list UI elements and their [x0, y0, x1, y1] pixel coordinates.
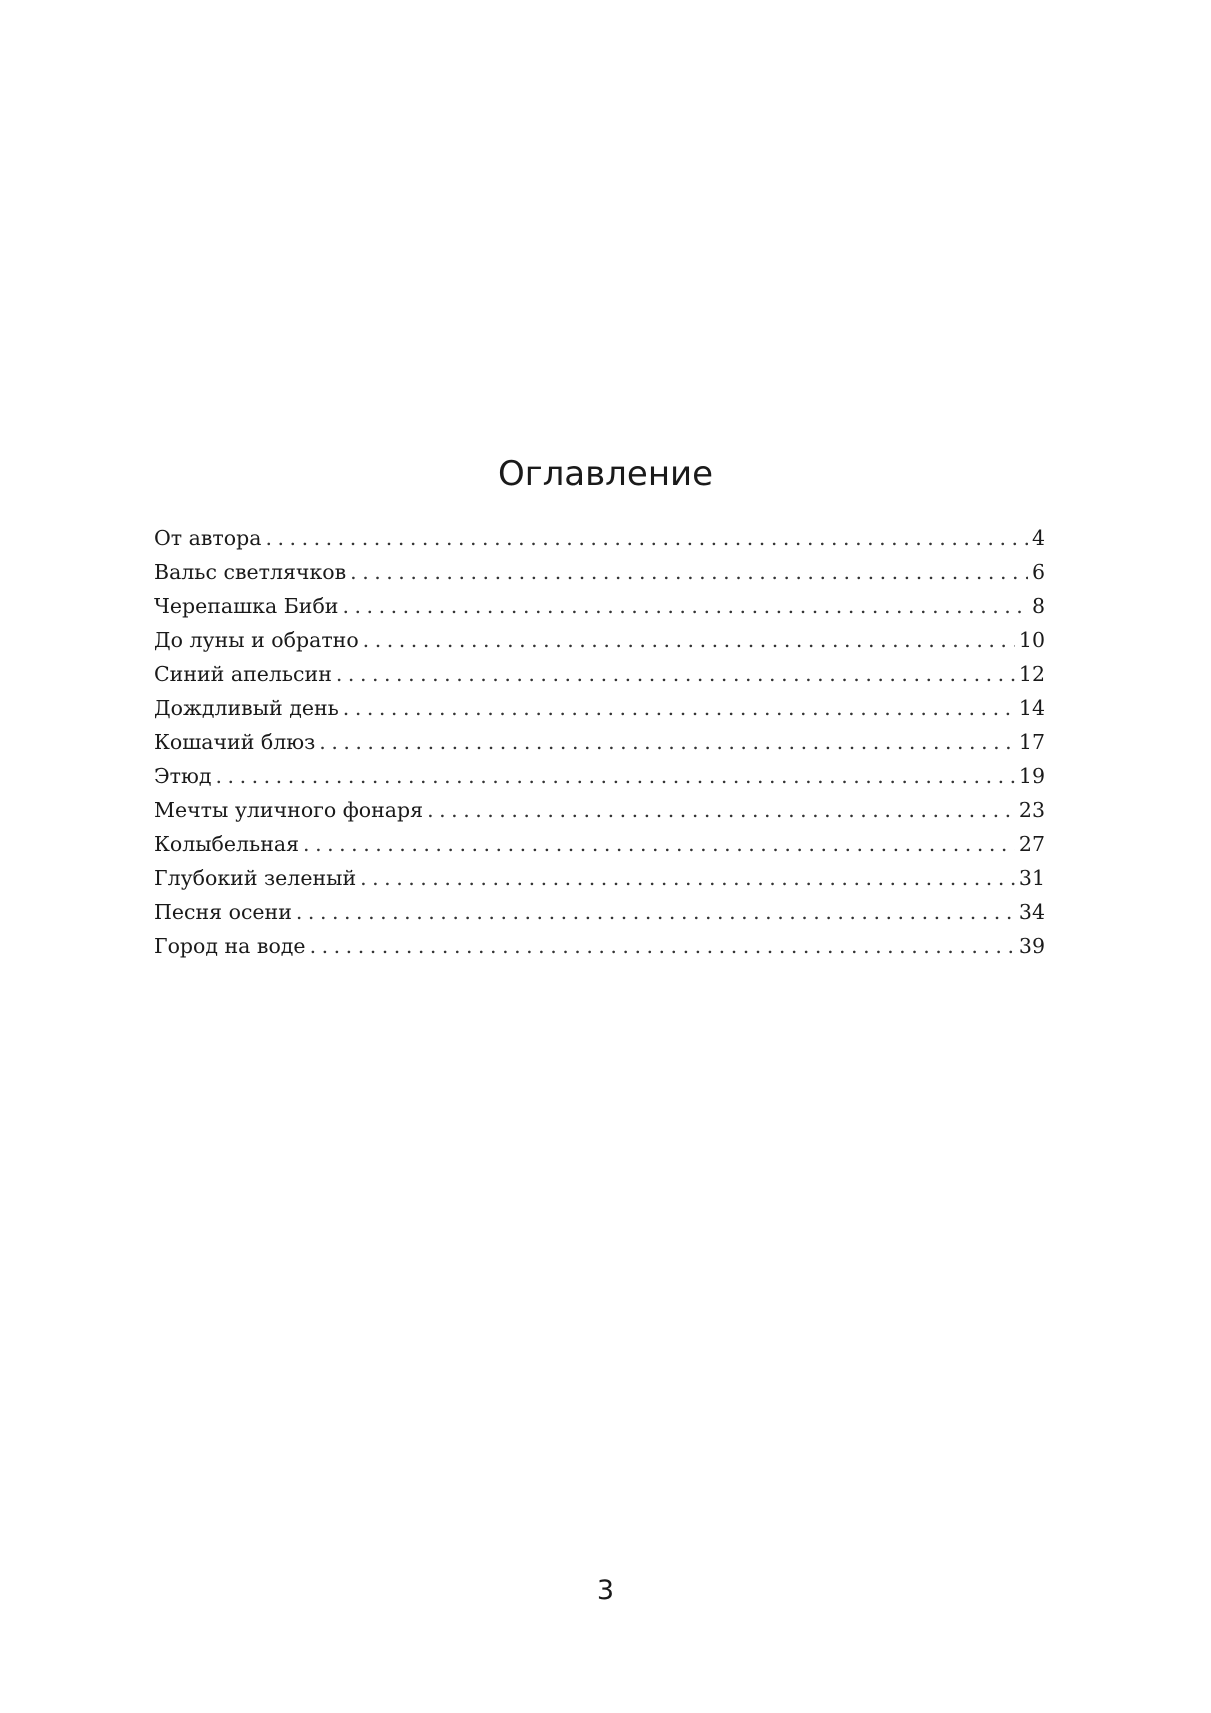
toc-dot-leader	[319, 730, 1015, 754]
toc-dot-leader	[427, 798, 1015, 822]
toc-entry-title: Песня осени	[154, 900, 292, 924]
toc-entry-title: Дождливый день	[154, 696, 339, 720]
toc-entry-title: Город на воде	[154, 934, 306, 958]
toc-entry[interactable]	[154, 560, 1045, 594]
toc-dot-leader	[216, 764, 1015, 788]
toc-entry-title: Кошачий блюз	[154, 730, 316, 754]
toc-entry-page: 8	[1031, 594, 1045, 618]
toc-dot-leader	[265, 526, 1027, 550]
toc-entry[interactable]	[154, 696, 1045, 730]
toc-entry-page: 6	[1031, 560, 1045, 584]
toc-entry-page: 34	[1018, 900, 1045, 924]
toc-entry-title: Вальс светлячков	[154, 560, 347, 584]
toc-dot-leader	[342, 594, 1027, 618]
toc-dot-leader	[310, 934, 1015, 958]
toc-entry-title: Глубокий зеленый	[154, 866, 357, 890]
toc-entry[interactable]	[154, 628, 1045, 662]
toc-entry-page: 12	[1018, 662, 1045, 686]
toc-entry-title: Мечты уличного фонаря	[154, 798, 424, 822]
toc-entry[interactable]	[154, 594, 1045, 628]
toc-entry-page: 17	[1018, 730, 1045, 754]
toc-entry[interactable]	[154, 934, 1045, 968]
toc-entry[interactable]	[154, 662, 1045, 696]
table-of-contents	[154, 526, 1045, 968]
toc-entry-page: 27	[1018, 832, 1045, 856]
toc-entry-title: Этюд	[154, 764, 212, 788]
toc-entry[interactable]	[154, 832, 1045, 866]
toc-entry[interactable]	[154, 730, 1045, 764]
toc-dot-leader	[350, 560, 1028, 584]
toc-entry[interactable]	[154, 798, 1045, 832]
toc-entry-page: 14	[1018, 696, 1045, 720]
toc-entry-page: 39	[1018, 934, 1045, 958]
page-number: 3	[596, 1575, 615, 1606]
toc-dot-leader	[343, 696, 1015, 720]
toc-entry-page: 10	[1018, 628, 1045, 652]
toc-dot-leader	[363, 628, 1015, 652]
toc-entry-title: Черепашка Биби	[154, 594, 339, 618]
toc-entry-page: 31	[1018, 866, 1045, 890]
toc-entry[interactable]	[154, 900, 1045, 934]
toc-entry-page: 4	[1031, 526, 1045, 550]
toc-entry[interactable]	[154, 866, 1045, 900]
toc-entry[interactable]	[154, 764, 1045, 798]
toc-dot-leader	[296, 900, 1015, 924]
toc-entry-title: Колыбельная	[154, 832, 300, 856]
toc-entry[interactable]	[154, 526, 1045, 560]
toc-entry-title: От автора	[154, 526, 262, 550]
toc-dot-leader	[303, 832, 1015, 856]
toc-dot-leader	[336, 662, 1015, 686]
toc-dot-leader	[360, 866, 1015, 890]
toc-entry-title: До луны и обратно	[154, 628, 359, 652]
toc-entry-title: Синий апельсин	[154, 662, 332, 686]
toc-entry-page: 23	[1018, 798, 1045, 822]
toc-entry-page: 19	[1018, 764, 1045, 788]
page-title: Оглавление	[497, 454, 714, 494]
